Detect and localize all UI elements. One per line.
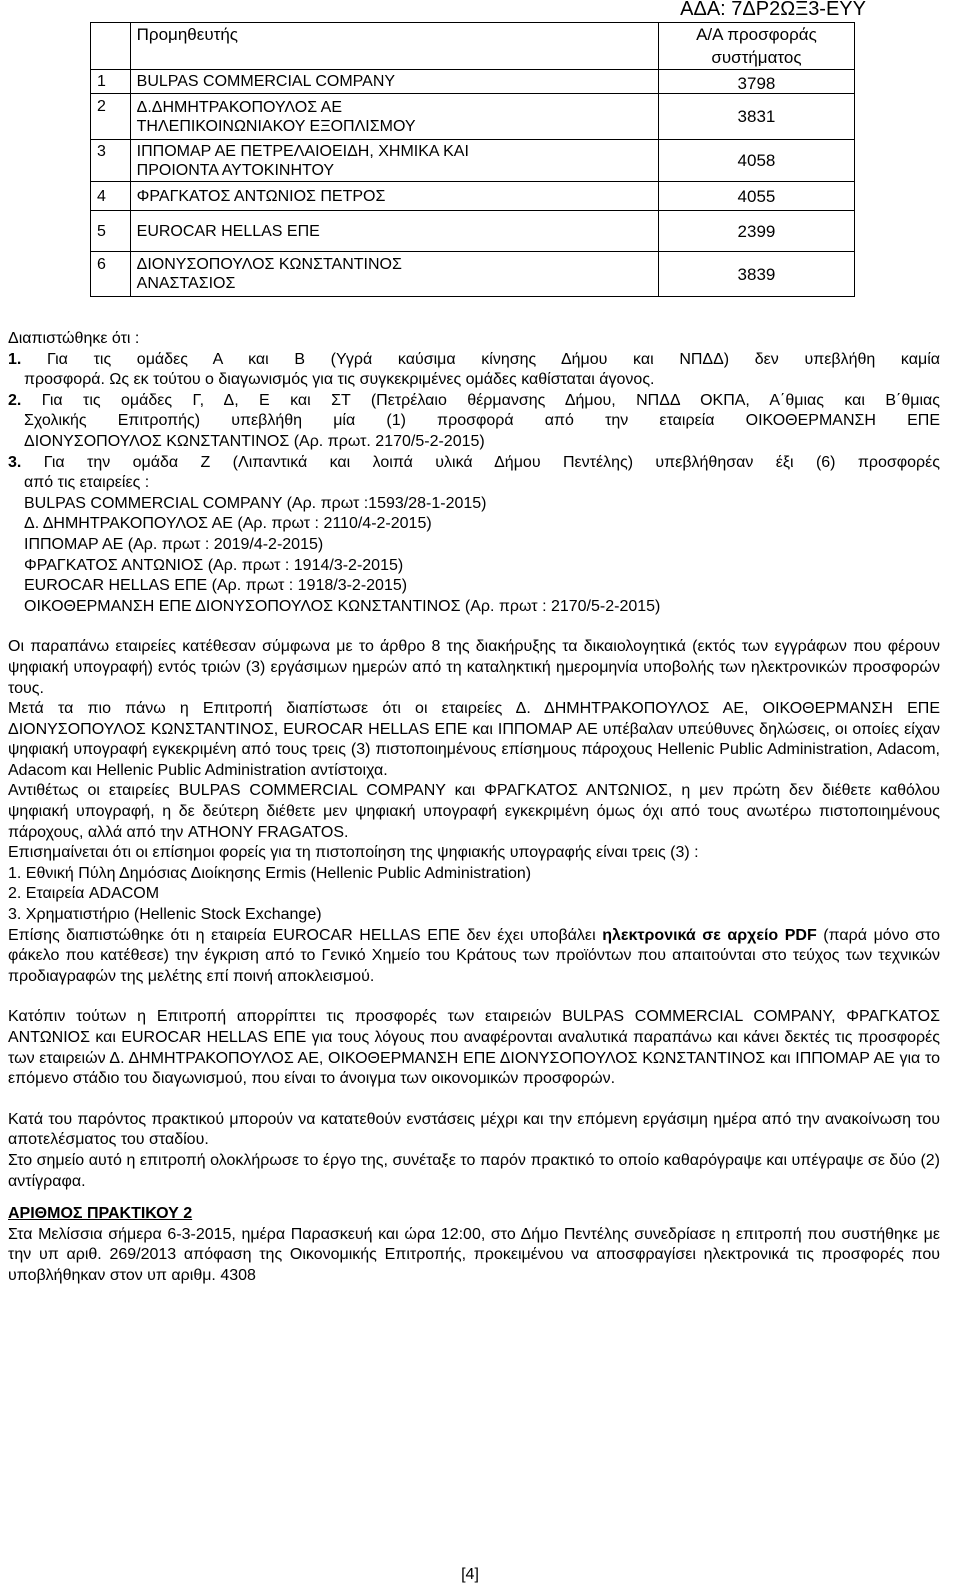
finding-2-cont: ΔΙΟΝΥΣΟΠΟΥΛΟΣ ΚΩΝΣΤΑΝΤΙΝΟΣ (Αρ. πρωτ. 2170/5-2-2015) [24, 432, 485, 450]
supplier-name-line: ΤΗΛΕΠΙΚΟΙΝΩΝΙΑΚΟΥ ΕΞΟΠΛΙΣΜΟΥ [136, 117, 416, 135]
supplier-name: BULPAS COMMERCIAL COMPANY [130, 70, 658, 94]
paragraph-5 [8, 926, 940, 988]
section-title: ΑΡΙΘΜΟΣ ΠΡΑΚΤΙΚΟΥ 2 [8, 1205, 193, 1223]
row-num: 5 [91, 211, 131, 252]
company-entry: BULPAS COMMERCIAL COMPANY (Αρ. πρωτ :1593/28-1-2015) [24, 494, 487, 512]
table-row [91, 94, 855, 140]
table-row [91, 182, 855, 211]
finding-3-cont: από τις εταιρείες : [24, 474, 150, 492]
offer-id: 3798 [658, 70, 854, 94]
offer-id: 4058 [658, 140, 854, 182]
paragraph-text: (παρά μόνο στο φάκελο που κατέθεσε) την έγκριση από το Γενικό Χημείο του Κράτους των προϊόντων που απαιτούνται στο τεύχος των τεχνικών προδιαγραφών της μελέτης επί ποινή αποκλεισμού. [8, 926, 941, 985]
company-entry: ΟΙΚΟΘΕΡΜΑΝΣΗ ΕΠΕ ΔΙΟΝΥΣΟΠΟΥΛΟΣ ΚΩΝΣΤΑΝΤΙΝΟΣ (Αρ. πρωτ : 2170/5-2-2015) [24, 597, 661, 615]
supplier-name: ΦΡΑΓΚΑΤΟΣ ΑΝΤΩΝΙΟΣ ΠΕΤΡΟΣ [130, 182, 658, 211]
finding-number: 3. [8, 453, 22, 471]
table-header-row [91, 23, 855, 70]
supplier-name [130, 140, 658, 182]
supplier-name: EUROCAR HELLAS ΕΠΕ [130, 211, 658, 252]
company-entry: EUROCAR HELLAS ΕΠΕ (Αρ. πρωτ : 1918/3-2-2015) [24, 577, 408, 595]
paragraph-4: Επισημαίνεται ότι οι επίσημοι φορείς για τη πιστοποίηση της ψηφιακής υπογραφής είναι τρεις (3) : [8, 844, 699, 862]
company-entry: Δ. ΔΗΜΗΤΡΑΚΟΠΟΥΛΟΣ ΑΕ (Αρ. πρωτ : 2110/4-2-2015) [24, 515, 432, 533]
company-entry: ΦΡΑΓΚΑΤΟΣ ΑΝΤΩΝΙΟΣ (Αρ. πρωτ : 1914/3-2-2015) [24, 556, 404, 574]
finding-text: Για την ομάδα Ζ (Λιπαντικά και λοιπά υλικά Δήμου Πεντέλης) υπεβλήθησαν έξι (6) προσφορές [43, 453, 941, 471]
row-num: 6 [91, 252, 131, 297]
col-id-label-2: συστήματος [711, 48, 802, 67]
ada-code: ΑΔΑ: 7ΔΡ2ΩΞ3-ΕΥΥ [680, 0, 866, 20]
finding-2 [8, 391, 940, 412]
col-id-header [658, 23, 854, 70]
col-supplier-label: Προμηθευτής [136, 25, 238, 44]
paragraph-8: Στο σημείο αυτό η επιτροπή ολοκλήρωσε το έργο της, συνέταξε το παρόν πρακτικό το οποίο καθαρόγραψε και υπέγραψε σε δύο (2) αντίγραφα. [8, 1151, 940, 1190]
finding-number: 2. [8, 391, 22, 409]
company-entry: ΙΠΠΟΜΑΡ ΑΕ (Αρ. πρωτ : 2019/4-2-2015) [24, 535, 324, 553]
offer-id: 3839 [658, 252, 854, 297]
supplier-name-line: ΠΡΟΙΟΝΤΑ ΑΥΤΟΚΙΝΗΤΟΥ [136, 161, 335, 179]
finding-number: 1. [8, 350, 22, 368]
table-cell [91, 23, 131, 70]
table-row [91, 252, 855, 297]
supplier-name-line: ΙΠΠΟΜΑΡ ΑΕ ΠΕΤΡΕΛΑΙΟΕΙΔΗ, ΧΗΜΙΚΑ ΚΑΙ [136, 142, 469, 160]
finding-text: Για τις ομάδες Γ, Δ, Ε και ΣΤ (Πετρέλαιο θέρμανσης Δήμου, ΝΠΔΔ ΟΚΠΑ, Α΄θμιας και Β΄θμιας [41, 391, 941, 409]
paragraph-6: Κατόπιν τούτων η Επιτροπή απορρίπτει τις προσφορές των εταιρειών BULPAS COMMERCIAL COMPANY, ΦΡΑΓΚΑΤΟΣ ΑΝΤΩΝΙΟΣ και EUROCAR HELLAS ΕΠΕ για τους λόγους που αναφέρονται αναλυτικά παραπάνω και κάνει δεκτές τις προσφορές των εταιρειών Δ. ΔΗΜΗΤΡΑΚΟΠΟΥΛΟΣ ΑΕ, ΟΙΚΟΘΕΡΜΑΝΣΗ ΕΠΕ ΔΙΟΝΥΣΟΠΟΥΛΟΣ ΚΩΝΣΤΑΝΤΙΝΟΣ και ΙΠΠΟΜΑΡ ΑΕ για το επόμενο στάδιο του διαγωνισμού, που είναι το άνοιγμα των οικονομικών προσφορών. [8, 1008, 940, 1088]
paragraph-3: Αντιθέτως οι εταιρείες BULPAS COMMERCIAL COMPANY και ΦΡΑΓΚΑΤΟΣ ΑΝΤΩΝΙΟΣ, η μεν πρώτη δεν διέθετε καθόλου ψηφιακή υπογραφή, η δε δεύτερη διέθετε μεν ψηφιακή υπογραφή εγκεκριμένη όμως όχι από τους ανωτέρω πιστοποιημένους πάροχους, αλλά από την ATHONY FRAGATOS. [8, 782, 940, 841]
table-row [91, 140, 855, 182]
col-id-label-1: Α/Α προσφοράς [696, 25, 817, 44]
paragraph-text: Επίσης διαπιστώθηκε ότι η εταιρεία EUROCAR HELLAS ΕΠΕ δεν έχει υποβάλει [8, 926, 596, 944]
supplier-name-line: Δ.ΔΗΜΗΤΡΑΚΟΠΟΥΛΟΣ ΑΕ [136, 98, 343, 116]
findings-intro: Διαπιστώθηκε ότι : [8, 330, 140, 347]
supplier-name [130, 94, 658, 140]
supplier-name-line: ΑΝΑΣΤΑΣΙΟΣ [136, 275, 236, 292]
offer-id: 4055 [658, 182, 854, 211]
paragraph-9: Στα Μελίσσια σήμερα 6-3-2015, ημέρα Παρασκευή και ώρα 12:00, στο Δήμο Πεντέλης συνεδρίασε η επιτροπή που συστήθηκε με την υπ αριθ. 269/2013 απόφαση της Οικονομικής Επιτροπής, προκειμένου να αποσφραγίσει ηλεκτρονικά τις προσφορές που υποβλήθηκαν στον υπ αριθμ. 4308 [8, 1225, 940, 1284]
offer-id: 2399 [658, 211, 854, 252]
supplier-name-line: ΔΙΟΝΥΣΟΠΟΥΛΟΣ ΚΩΝΣΤΑΝΤΙΝΟΣ [136, 256, 402, 273]
row-num: 1 [91, 70, 131, 94]
emphasis-text: ηλεκτρονικά σε αρχείο PDF [602, 926, 817, 944]
offer-id: 3831 [658, 94, 854, 140]
bids-table [90, 22, 855, 297]
finding-3 [8, 453, 940, 474]
supplier-name [130, 252, 658, 297]
page-number: [4] [461, 1566, 479, 1583]
col-supplier-header [130, 23, 658, 70]
list-item: 3. Χρηματιστήριο (Hellenic Stock Exchange) [8, 906, 322, 924]
finding-1-cont: προσφορά. Ως εκ τούτου ο διαγωνισμός για τις συγκεκριμένες ομάδες καθίσταται άγονος. [24, 371, 655, 389]
paragraph-7: Κατά του παρόντος πρακτικού μπορούν να κατατεθούν ενστάσεις μέχρι και την επόμενη εργάσιμη ημέρα από την ανακοίνωση του αποτελέσματος του σταδίου. [8, 1110, 940, 1149]
list-item: 1. Εθνική Πύλη Δημόσιας Διοίκησης Ermis (Hellenic Public Administration) [8, 864, 532, 882]
row-num: 2 [91, 94, 131, 140]
paragraph-1: Οι παραπάνω εταιρείες κατέθεσαν σύμφωνα με το άρθρο 8 της διακήρυξης τα δικαιολογητικά (εκτός των εγγράφων που φέρουν ψηφιακή υπογραφή) εντός τριών (3) εργάσιμων ημερών από τη καταληκτική ημερομηνία υποβολής των ηλεκτρονικών προσφορών τους. [8, 638, 940, 697]
finding-2-cont: Σχολικής Επιτροπής) υπεβλήθη μία (1) προσφορά από την εταιρεία ΟΙΚΟΘΕΡΜΑΝΣΗ ΕΠΕ [24, 412, 940, 430]
row-num: 3 [91, 140, 131, 182]
table-row [91, 70, 855, 94]
row-num: 4 [91, 182, 131, 211]
document-body [8, 329, 940, 1287]
finding-text: Για τις ομάδες Α και Β (Υγρά καύσιμα κίνησης Δήμου και ΝΠΔΔ) δεν υπεβλήθη καμία [47, 350, 940, 368]
list-item: 2. Εταιρεία ADACOM [8, 885, 160, 903]
paragraph-2: Μετά τα πιο πάνω η Επιτροπή διαπίστωσε ότι οι εταιρείες Δ. ΔΗΜΗΤΡΑΚΟΠΟΥΛΟΣ ΑΕ, ΟΙΚΟΘΕΡΜΑΝΣΗ ΕΠΕ ΔΙΟΝΥΣΟΠΟΥΛΟΣ ΚΩΝΣΤΑΝΤΙΝΟΣ, EUROCAR HELLAS ΕΠΕ και ΙΠΠΟΜΑΡ ΑΕ υπέβαλαν υπεύθυνες δηλώσεις, οι οποίες είχαν ψηφιακή υπογραφή εγκεκριμένη από τους τρεις (3) πιστοποιημένους επίσημους πάροχους Hellenic Public Administration, Adacom, Adacom και Hellenic Public Administration αντίστοιχα. [8, 700, 940, 779]
finding-1 [8, 350, 940, 371]
table-row [91, 211, 855, 252]
